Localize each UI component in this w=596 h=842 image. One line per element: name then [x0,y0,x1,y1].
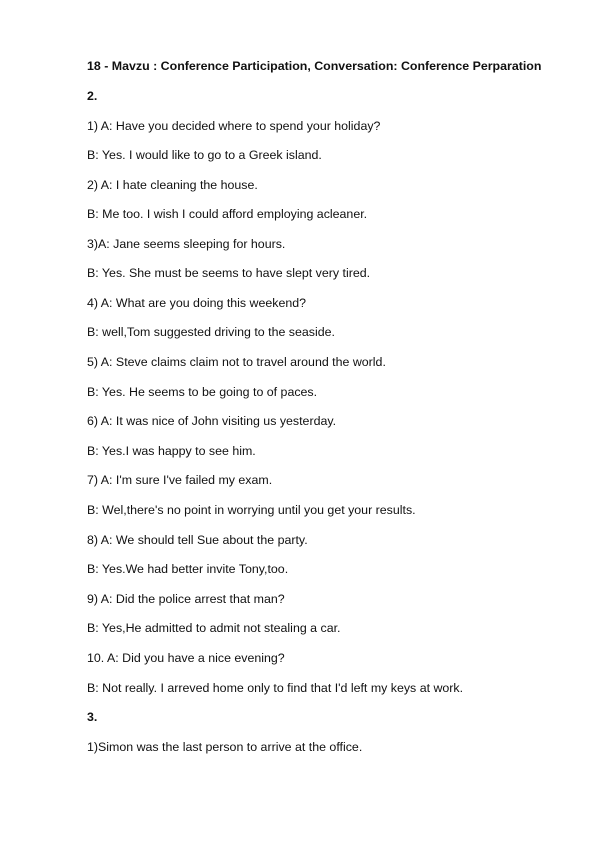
dialogue-line: 6) A: It was nice of John visiting us yesterday. [87,414,337,428]
section-heading-3: 3. [87,710,98,724]
section3-line: 1)Simon was the last person to arrive at the office. [87,740,363,754]
dialogue-line: B: well,Tom suggested driving to the seaside. [87,325,335,339]
dialogue-line: B: Yes.I was happy to see him. [87,444,256,458]
dialogue-line: 2) A: I hate cleaning the house. [87,178,258,192]
dialogue-line: 10. A: Did you have a nice evening? [87,651,285,665]
dialogue-line: B: Yes,He admitted to admit not stealing a car. [87,621,341,635]
dialogue-line: 4) A: What are you doing this weekend? [87,296,307,310]
dialogue-line: 8) A: We should tell Sue about the party. [87,533,308,547]
dialogue-line: B: Yes.We had better invite Tony,too. [87,562,289,576]
dialogue-line: 5) A: Steve claims claim not to travel around the world. [87,355,386,369]
dialogue-line: B: Yes. He seems to be going to of paces. [87,385,318,399]
dialogue-line: B: Me too. I wish I could afford employing acleaner. [87,207,368,221]
dialogue-line: B: Not really. I arreved home only to find that I'd left my keys at work. [87,681,464,695]
dialogue-line: B: Yes. I would like to go to a Greek island. [87,148,322,162]
dialogue-line: B: Yes. She must be seems to have slept very tired. [87,266,371,280]
section-heading-2: 2. [87,89,98,103]
dialogue-line: 1) A: Have you decided where to spend your holiday? [87,119,381,133]
dialogue-line: B: Wel,there's no point in worrying until you get your results. [87,503,416,517]
dialogue-line: 9) A: Did the police arrest that man? [87,592,285,606]
document-title: 18 - Mavzu : Conference Participation, Conversation: Conference Perparation [87,59,542,73]
dialogue-line: 3)A: Jane seems sleeping for hours. [87,237,286,251]
dialogue-line: 7) A: I'm sure I've failed my exam. [87,473,273,487]
